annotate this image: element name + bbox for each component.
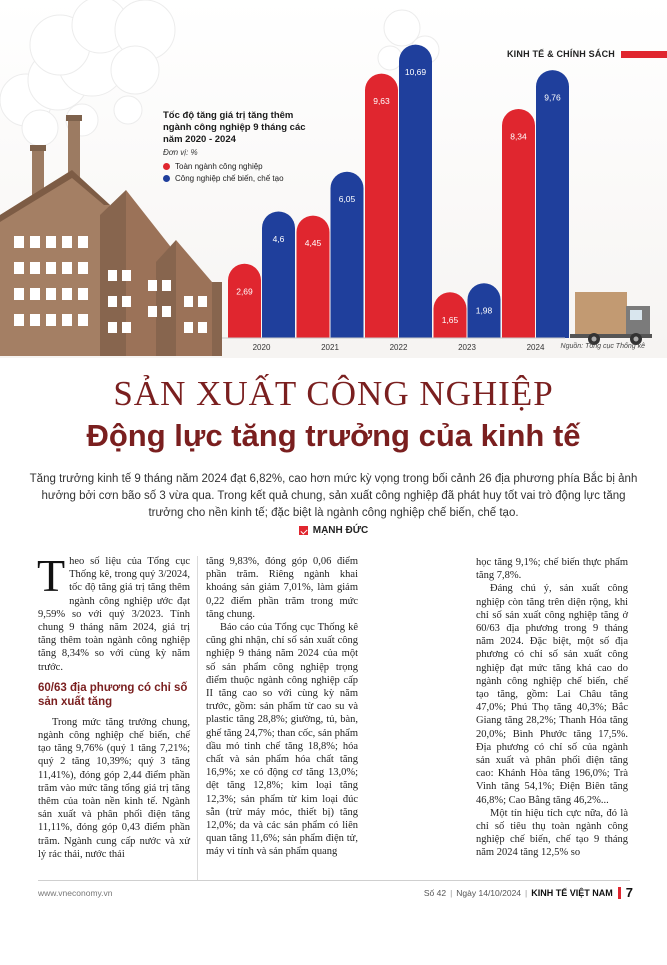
chart-unit: Đơn vị: %: [163, 148, 198, 157]
section-tag-label: KINH TẾ & CHÍNH SÁCH: [506, 49, 615, 59]
section-tag: [507, 47, 667, 61]
bar-manufacturing-2022: [399, 45, 432, 338]
body-column-1: [37, 550, 190, 861]
dropcap: T: [37, 550, 66, 601]
legend-item-total: [163, 160, 284, 172]
subheading: 60/63 địa phương có chỉ số sản xuất tăng: [38, 681, 188, 708]
x-tick-label: 2021: [321, 343, 339, 352]
bar-manufacturing-2024: [536, 70, 569, 338]
issue-number: Số 42: [423, 887, 447, 898]
check-icon: [299, 526, 308, 535]
body-column-2: [206, 555, 358, 859]
factory-illustration: [0, 170, 222, 356]
bar-value-label: 6,05: [338, 194, 356, 205]
footer-separator: |: [525, 887, 528, 898]
issue-date: Ngày 14/10/2024: [456, 887, 522, 898]
footer-separator: |: [450, 887, 453, 898]
infographic: [0, 0, 667, 358]
bar-value-label: 4,45: [304, 238, 322, 249]
chart-source: Nguồn: Tổng cục Thống kê: [560, 343, 645, 350]
bar-manufacturing-2020: [262, 211, 295, 338]
body-text: heo số liệu của Tổng cục Thống kê, trong quý 3/2024, tốc độ tăng giá trị tăng thêm ngành công nghiệp ước đạt 9,59% so với quý 3/2023. Tính chung 9 tháng năm 2024, giá trị tăng thêm toàn ngành công nghiệp tăng 8,34% so với cùng kỳ năm trước.: [38, 556, 190, 673]
legend-dot-blue: [163, 175, 170, 182]
footer-red-bar: [618, 887, 621, 899]
bar-value-label: 8,34: [510, 131, 527, 142]
bar-value-label: 1,98: [475, 305, 493, 316]
truck-illustration: [570, 292, 652, 345]
legend-item-manufacturing: [163, 172, 284, 184]
bar-total-2022: [365, 74, 398, 338]
body-paragraph: [37, 550, 190, 674]
bar-value-label: 9,76: [544, 92, 561, 103]
x-tick-label: 2022: [389, 343, 408, 352]
bar-value-label: 9,63: [373, 96, 390, 107]
article-kicker: SẢN XUẤT CÔNG NGHIỆP: [113, 374, 554, 413]
bar-value-label: 10,69: [404, 67, 427, 78]
article-headline: Động lực tăng trưởng của kinh tế: [86, 418, 581, 453]
page-number: 7: [625, 885, 633, 900]
chart-legend: [163, 160, 284, 184]
body-paragraph: Một tín hiệu tích cực nữa, đó là chỉ số tiêu thụ toàn ngành công nghiệp chế biến, chế tạo 9 tháng năm 2024 tăng 12,5% so: [476, 807, 628, 859]
author-name: MẠNH ĐỨC: [312, 525, 369, 536]
chart-title: Tốc độ tăng giá trị tăng thêm ngành công nghiệp 9 tháng các năm 2020 - 2024: [163, 110, 306, 145]
bar-value-label: 1,65: [441, 314, 459, 325]
x-tick-label: 2020: [252, 343, 271, 352]
legend-label: Công nghiệp chế biến, chế tạo: [175, 173, 284, 183]
bar-total-2021: [297, 216, 330, 338]
bar-value-label: 4,6: [272, 233, 285, 244]
footer-rule: [38, 880, 630, 881]
byline: [0, 525, 667, 536]
legend-label: Toàn ngành công nghiệp: [175, 161, 263, 171]
legend-dot-red: [163, 163, 170, 170]
column-divider: [197, 556, 198, 881]
bar-total-2024: [502, 109, 535, 338]
magazine-name: KINH TẾ VIỆT NAM: [531, 887, 613, 898]
bar-value-label: 2,69: [236, 286, 253, 297]
body-paragraph: Trong mức tăng trưởng chung, ngành công nghiệp chế biến, chế tạo tăng 9,76% (quý 1 tăng 7,21%; quý 2 tăng 10,39%; quý 3 tăng 11,41%), đóng góp 2,44 điểm phần trăm vào mức tăng tổng giá trị tăng thêm của toàn nền kinh tế. Ngành sản xuất và phân phối điện tăng 11,11%, đóng góp 0,43 điểm phần trăm. Ngành cung cấp nước và xử lý rác thải, nước thải: [38, 716, 190, 860]
x-tick-label: 2024: [526, 343, 545, 352]
footer-info: [424, 885, 633, 900]
footer-website: www.vneconomy.vn: [38, 888, 113, 898]
body-paragraph: Báo cáo của Tổng cục Thống kê cũng ghi nhận, chỉ số sản xuất công nghiệp 9 tháng năm 2024 của một số sản phẩm công nghiệp trọng điểm thuộc ngành công nghiệp cấp II tăng cao so với cùng kỳ năm trước, gồm: sản phẩm từ cao su và plastic tăng 28,8%; giường, tủ, bàn, ghế tăng 24,7%; than cốc, sản phẩm dầu mỏ tinh chế tăng 18,8%; hóa chất và sản phẩm hóa chất tăng 16,9%; xe có động cơ tăng 13,0%; dệt tăng 12,8%; kim loại tăng 12,3%; sản phẩm từ kim loại đúc sẵn (trừ máy móc, thiết bị) tăng 12,0%; da và các sản phẩm có liên quan tăng 11,6%; sản phẩm điện tử, máy vi tính và sản phẩm quang: [206, 622, 358, 858]
x-tick-label: 2023: [458, 343, 476, 352]
bar-total-2020: [228, 264, 261, 338]
body-paragraph: tăng 9,83%, đóng góp 0,06 điểm phần trăm. Riêng ngành khai khoáng sản giảm 7,01%, làm giảm 0,22 điểm phần trăm trong mức tăng chung.: [206, 556, 358, 620]
section-tag-bar: [621, 51, 667, 58]
article-sapo: Tăng trưởng kinh tế 9 tháng năm 2024 đạt 6,82%, cao hơn mức kỳ vọng trong bối cảnh 26 địa phương phía Bắc bị ảnh hưởng bởi cơn bão số 3 vừa qua. Trong kết quả chung, sản xuất công nghiệp đã phát huy tốt vai trò động lực tăng trưởng cho nền kinh tế; đặc biệt là ngành công nghiệp chế biến, chế tạo.: [29, 473, 638, 519]
body-paragraph: học tăng 9,1%; chế biến thực phẩm tăng 7,8%.: [476, 557, 628, 582]
body-paragraph: Đáng chú ý, sản xuất công nghiệp còn tăng trên diện rộng, khi chỉ số sản xuất công nghiệp tăng ở 60/63 địa phương trong 9 tháng năm 2024. Đặc biệt, một số địa phương có chỉ số sản xuất công nghiệp đạt mức tăng khá cao do ngành công nghiệp chế biến, chế tạo tăng, gồm: Lai Châu tăng 47,0%; Phú Thọ tăng 40,3%; Bắc Giang tăng 28,2%; Thanh Hóa tăng 20,0%; Bình Phước tăng 17,5%. Địa phương có chỉ số của ngành sản xuất và phân phối điện tăng cao: Khánh Hòa tăng 196,0%; Trà Vinh tăng 54,1%; Điện Biên tăng 46,8%; Cao Bằng tăng 46,2%...: [476, 583, 628, 806]
body-column-3: [476, 556, 628, 860]
